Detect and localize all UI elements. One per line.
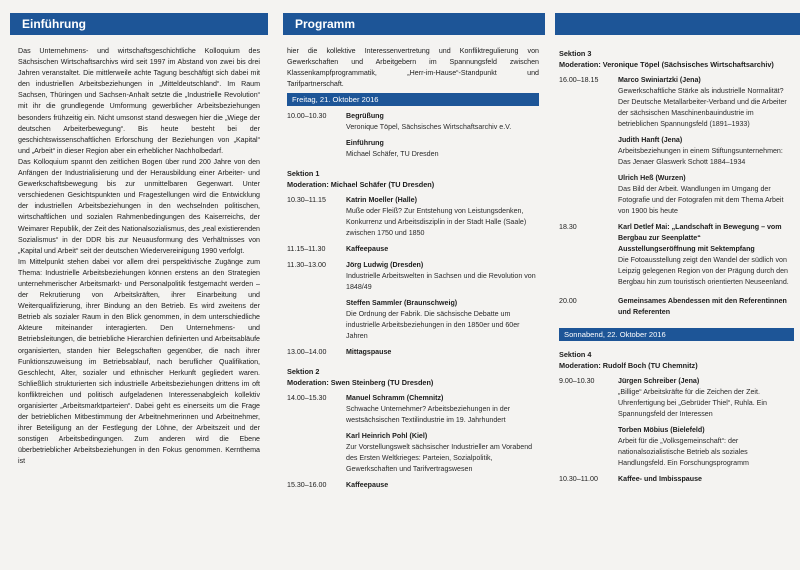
program-column — [283, 0, 545, 570]
schedule-subitem — [287, 298, 539, 342]
item-time: 10.30–11.00 — [559, 475, 598, 483]
item-title: Kaffee- und Imbisspause — [618, 475, 702, 483]
schedule-subitem — [559, 425, 794, 469]
program-intro: hier die kollektive Interessenvertretung und Konfliktregulierung von Gewerkschaften und Arbeitgebern im Spannungsfeld zwischen Klassenkampfprogrammatik, „Herr-im-Hause“-Standpunkt und Tarifpartnerschaft. — [287, 47, 539, 89]
intro-header: Einführung — [10, 13, 268, 35]
item-title: Jürgen Schreiber (Jena) — [618, 377, 700, 385]
schedule-item — [559, 296, 794, 318]
item-time: 9.00–10.30 — [559, 377, 595, 385]
schedule-subitem — [559, 135, 794, 168]
item-desc: Arbeitsbeziehungen in einem Stiftungsunternehmen: Das Jenaer Glaswerk Schott 1884–1934 — [618, 147, 783, 166]
item-time: 11.30–13.00 — [287, 261, 326, 270]
schedule-item — [287, 260, 539, 293]
item-desc: Die Fotoausstellung zeigt den Wandel der südlich von Leipzig gelegenen Region von der Prägung durch den Bergbau hin zum touristisch orientierten Neuseenland. — [618, 256, 789, 286]
program-header-blank — [555, 13, 800, 35]
day-bar-friday: Freitag, 21. Oktober 2016 — [287, 93, 539, 106]
item-desc: „Billige“ Arbeitskräfte für die Zeichen der Zeit. Uhrenfertigung bei „Gebrüder Thiel“, Ruhla. Ein Spannungsfeld der Interessen — [618, 388, 767, 418]
day-bar-saturday: Sonnabend, 22. Oktober 2016 — [559, 328, 794, 341]
item-title: Manuel Schramm (Chemnitz) — [346, 394, 444, 403]
section-heading — [287, 366, 539, 388]
schedule-item — [559, 474, 794, 485]
section-heading — [559, 349, 794, 371]
item-desc: Muße oder Fleiß? Zur Entstehung von Leistungsdenken, Konkurrenz und Arbeitsdisziplin in der Stadt Halle (Saale) zwischen 1750 und 1850 — [346, 207, 527, 238]
item-title: Karl Heinrich Pohl (Kiel) — [346, 432, 428, 441]
item-title: Kaffeepause — [346, 245, 389, 254]
item-title: Begrüßung — [346, 112, 384, 121]
section-heading — [287, 168, 539, 190]
item-desc: Veronique Töpel, Sächsisches Wirtschaftsarchiv e.V. — [346, 123, 512, 132]
intro-paragraph-1: Das Unternehmens- und wirtschaftsgeschichtliche Kolloquium des Sächsischen Wirtschaftsarchivs wird seit 1997 im Abstand von zwei bis drei Jahren veranstaltet. Die mittlerweile achte Tagung beschäftigt sich dabei mit den industriellen Arbeitsbeziehungen in „Mitteldeutschland“. Im Raum Sachsen, Thüringen und Sachsen-Anhalt setzte die „Industrielle Revolution“ mit ihr die grundlegende Umformung gewerblicher Arbeitsbeziehungen besonders frühzeitig ein. Nicht umsonst stand deswegen hier die „Wiege der deutschen Arbeiterbewegung“. Bis heute besteht bei der geschichtswissenschaftlichen Erforschung der Beziehungen von „Kapital“ und „Arbeit“ in dieser Region aber ein erheblicher Nachholbedarf. — [18, 47, 260, 155]
item-time: 18.30 — [559, 223, 577, 231]
item-time: 20.00 — [559, 297, 577, 305]
schedule-subitem — [287, 431, 539, 475]
section-moderation: Moderation: Veronique Töpel (Sächsisches Wirtschaftsarchiv) — [559, 60, 774, 69]
schedule-item — [287, 111, 539, 133]
section-name: Sektion 2 — [287, 367, 320, 377]
section-moderation: Moderation: Rudolf Boch (TU Chemnitz) — [559, 361, 698, 370]
item-title: Kaffeepause — [346, 481, 389, 490]
schedule-item — [559, 376, 794, 420]
program-column-continued — [555, 0, 800, 570]
item-time: 16.00–18.15 — [559, 76, 599, 84]
item-desc: Das Bild der Arbeit. Wandlungen im Umgang der Fotografie und der Fotografen mit dem Thema Arbeit von 1900 bis heute — [618, 185, 784, 215]
item-desc: Michael Schäfer, TU Dresden — [346, 150, 439, 159]
intro-paragraph-3: Im Mittelpunkt stehen dabei vor allem drei perspektivische Zugänge zum Thema: Industrielle Arbeitsbeziehungen können erstens an den Strategien unternehmerischer Arbeitsmarkt- und Personalpolitik festgemacht werden – der Rekrutierung von Arbeitskräften, ihrer Einarbeitung und Weiterqualifizierung, ihrer Bindung an den Betrieb. Es wird zweitens der Betrieb als sozialer Raum in den Blick genommen, in dem unterschiedliche Akteure miteinander interagierten. Den Unternehmens- und Betriebsleitungen, die betriebliche Hierarchien definierten und Arbeitsabläufe organisierten, standen hier Belegschaften gegenüber, die nach ihrer Funktionszuweisung im Betriebsablauf, nach beruflicher Qualifikation, Geschlecht, Alter, sozialer und ethnischer Herkunft gegliedert waren. Schließlich strukturierten sich industrielle Arbeitsbeziehungen drittens im oft konfliktreichen und politisch aufgeladenen Interessenabgleich kollektiv organisierter „Arbeitsmarktparteien“. Dabei geht es einerseits um die Frage der betrieblichen Mitbestimmung der Arbeitnehmerinnen und Arbeitnehmer, ihrer Beteiligung an der Festlegung der Löhne, der Arbeitszeit und der sonstigen Arbeitsbedingungen. Zum anderen wird die Ebene überbetrieblicher Arbeitsbeziehungen in den Fokus genommen. Kernthema ist — [18, 257, 260, 466]
schedule-subitem — [287, 138, 539, 160]
item-title: Torben Möbius (Bielefeld) — [618, 426, 705, 434]
schedule-item — [287, 244, 539, 255]
schedule-item — [287, 393, 539, 426]
item-title: Ulrich Heß (Wurzen) — [618, 174, 686, 182]
section-moderation: Moderation: Swen Steinberg (TU Dresden) — [287, 378, 434, 388]
item-time: 13.00–14.00 — [287, 348, 327, 357]
schedule-item — [287, 347, 539, 358]
section-name: Sektion 4 — [559, 350, 592, 359]
item-time: 10.00–10.30 — [287, 112, 327, 121]
schedule-subitem — [559, 173, 794, 217]
item-desc: Arbeit für die „Volksgemeinschaft“: der nationalsozialistische Betrieb als soziales Handlungsfeld. Ein Forschungsprogramm — [618, 437, 749, 467]
item-desc: Schwache Unternehmer? Arbeitsbeziehungen in der westsächsischen Textilindustrie im 19. Jahrhundert — [346, 405, 511, 425]
item-title: Judith Hanft (Jena) — [618, 136, 683, 144]
item-title: Jörg Ludwig (Dresden) — [346, 261, 424, 270]
item-desc: Gewerkschaftliche Stärke als industrielle Normalität? Der Deutsche Metallarbeiter-Verband und die Arbeiter der sächsischen Maschinenbauindustrie im betrieblichen Spannungsfeld (1891–1933) — [618, 87, 787, 128]
item-time: 14.00–15.30 — [287, 394, 327, 403]
item-desc: Die Ordnung der Fabrik. Die sächsische Debatte um industrielle Arbeitsbeziehungen in den 1850er und 60er Jahren — [346, 310, 520, 341]
intro-paragraph-2: Das Kolloquium spannt den zeitlichen Bogen über rund 200 Jahre von den Anfängen der Industrialisierung und der Herausbildung einer Arbeiter- und Gewerkschaftsbewegung bis zur unmittelbaren Gegenwart. Unter verschiedenen Gesichtspunkten und Fragestellungen wird die Entwicklung der industriellen Arbeitsbeziehungen in den wechselnden politischen, wirtschaftlichen und sozialen Rahmenbedingungen des Kaiserreichs, der Weimarer Republik, der Zeit des Nationalsozialismus, des „real existierenden Sozialismus“ in der DDR bis zur Neuausformung des Verhältnisses von „Kapital und Arbeit“ seit der deutschen Wiedervereinigung 1990 verfolgt. — [18, 157, 260, 255]
item-title: Steffen Sammler (Braunschweig) — [346, 299, 458, 308]
item-title: Gemeinsames Abendessen mit den Referentinnen und Referenten — [618, 297, 787, 316]
section-name: Sektion 1 — [287, 169, 320, 179]
schedule-item — [559, 75, 794, 130]
schedule-item — [559, 222, 794, 288]
program-header: Programm — [283, 13, 545, 35]
intro-column — [0, 0, 268, 570]
schedule-item — [287, 480, 539, 491]
item-time: 10.30–11.15 — [287, 196, 326, 205]
section-moderation: Moderation: Michael Schäfer (TU Dresden) — [287, 180, 435, 190]
schedule-item — [287, 195, 539, 239]
item-title: Karl Detlef Mai: „Landschaft in Bewegung – vom Bergbau zur Seenplatte“ — [618, 223, 782, 242]
item-title: Katrin Moeller (Halle) — [346, 196, 417, 205]
section-heading — [559, 48, 794, 70]
item-time: 15.30–16.00 — [287, 481, 327, 490]
item-time: 11.15–11.30 — [287, 245, 326, 254]
item-title: Einführung — [346, 139, 384, 148]
section-name: Sektion 3 — [559, 49, 592, 58]
item-desc: Zur Vorstellungswelt sächsischer Industrieller am Vorabend des Ersten Weltkrieges: Parteien, Sozialpolitik, Gewerkschaften und Tarifvertragswesen — [346, 443, 533, 474]
item-title: Mittagspause — [346, 348, 392, 357]
item-title: Marco Swiniartzki (Jena) — [618, 76, 701, 84]
item-desc: Industrielle Arbeitswelten in Sachsen und die Revolution von 1848/49 — [346, 272, 536, 292]
item-title-2: Ausstellungseröffnung mit Sektempfang — [618, 245, 755, 253]
